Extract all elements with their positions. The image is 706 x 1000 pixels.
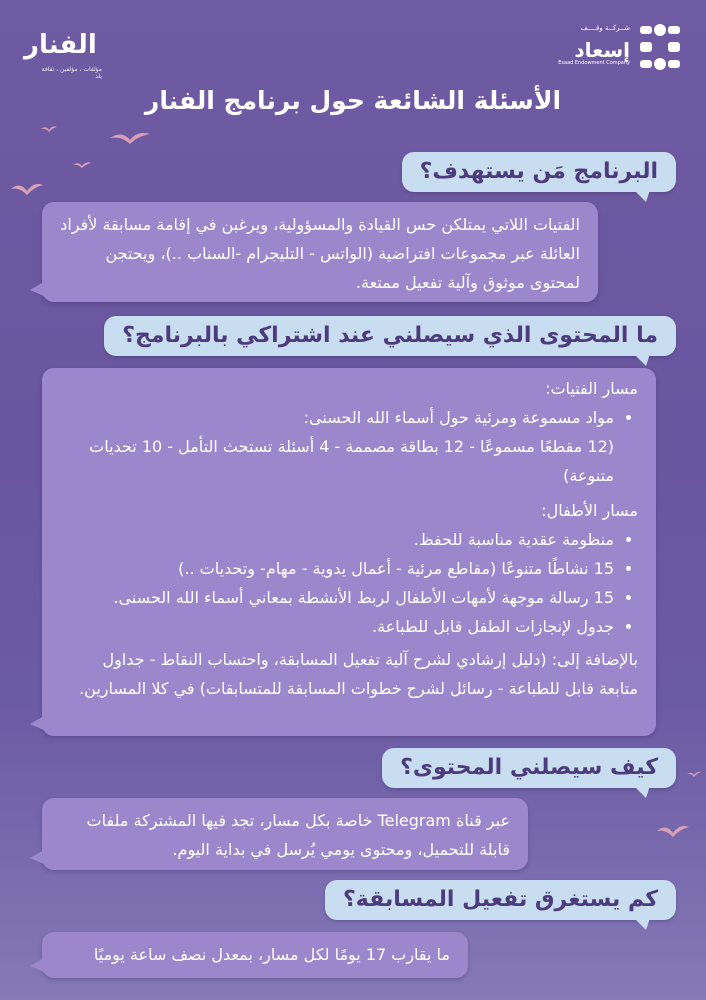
alfanar-logo-tagline: مؤلفات ، مؤلفين ، ثقافة يلد bbox=[41, 66, 102, 80]
faq-answer-1-text: الفتيات اللاتي يمتلكن حس القيادة والمسؤولية، ويرغبن في إقامة مسابقة لأفراد العائلة عبر مجموعات افتراضية (الواتس - التليجرام -السناب ..)، ويحتجن لمحتوى موثوق وآلية تفعيل ممتعة. bbox=[60, 215, 580, 292]
esaad-logo-tagline: شــركــة وقــــف bbox=[580, 24, 630, 32]
faq-answer-3 bbox=[42, 798, 528, 870]
bird-icon bbox=[686, 770, 702, 778]
track1-detail: (12 مقطعًا مسموعًا - 12 بطاقة مصممة - 4 أسئلة تستحث التأمل - 10 تحديات متنوعة) bbox=[89, 437, 614, 485]
bird-icon bbox=[72, 160, 92, 170]
faq-question-4: كم يستغرق تفعيل المسابقة؟ bbox=[325, 880, 676, 920]
esaad-mark-icon bbox=[638, 24, 682, 70]
track1-list bbox=[60, 403, 638, 432]
faq-question-2: ما المحتوى الذي سيصلني عند اشتراكي بالبرنامج؟ bbox=[104, 316, 676, 356]
faq-question-1: البرنامج مَن يستهدف؟ bbox=[402, 152, 676, 192]
esaad-logo bbox=[552, 24, 682, 74]
list-item: • مواد مسموعة ومرئية حول أسماء الله الحسنى: bbox=[60, 403, 614, 432]
faq-answer-3-text: عبر قناة Telegram خاصة بكل مسار، تجد فيها المشتركة ملفات قابلة للتحميل، ومحتوى يومي يُرسل في بداية اليوم. bbox=[86, 811, 510, 859]
faq-answer-4-text: ما يقارب 17 يومًا لكل مسار، بمعدل نصف ساعة يوميًا bbox=[93, 945, 450, 964]
alfanar-logo-text: الفنار bbox=[24, 30, 97, 60]
bird-icon bbox=[10, 180, 44, 198]
faq-question-3: كيف سيصلني المحتوى؟ bbox=[382, 748, 676, 788]
list-item: • 15 رسالة موجهة لأمهات الأطفال لربط الأنشطة بمعاني أسماء الله الحسنى. bbox=[60, 583, 614, 612]
faq-answer-4 bbox=[42, 932, 468, 978]
esaad-logo-text: إسعاد bbox=[574, 38, 630, 62]
list-item: • 15 نشاطًا متنوعًا (مقاطع مرئية - أعمال يدوية - مهام- وتحديات ..) bbox=[60, 554, 614, 583]
bird-icon bbox=[40, 124, 58, 134]
list-item: • منظومة عقدية مناسبة للحفظ. bbox=[60, 525, 614, 554]
esaad-logo-subtitle: Esaad Endowment Company bbox=[558, 60, 630, 66]
bird-icon bbox=[656, 822, 690, 840]
faq-answer-2 bbox=[42, 368, 656, 736]
alfanar-logo bbox=[22, 24, 102, 80]
page-title: الأسئلة الشائعة حول برنامج الفنار bbox=[144, 86, 562, 115]
list-item: • جدول لإنجازات الطفل قابل للطباعة. bbox=[60, 612, 614, 641]
track2-list bbox=[60, 525, 638, 641]
bird-icon bbox=[108, 128, 152, 148]
track1-title: مسار الفتيات: bbox=[545, 379, 638, 398]
faq-answer-1 bbox=[42, 202, 598, 302]
track2-title: مسار الأطفال: bbox=[541, 501, 638, 520]
extra-note: بالإضافة إلى: (دليل إرشادي لشرح آلية تفعيل المسابقة، واحتساب النقاط - جداول متابعة قابل للطباعة - رسائل لشرح خطوات المسابقة للمتسابقات) في كلا المسارين. bbox=[79, 650, 638, 698]
